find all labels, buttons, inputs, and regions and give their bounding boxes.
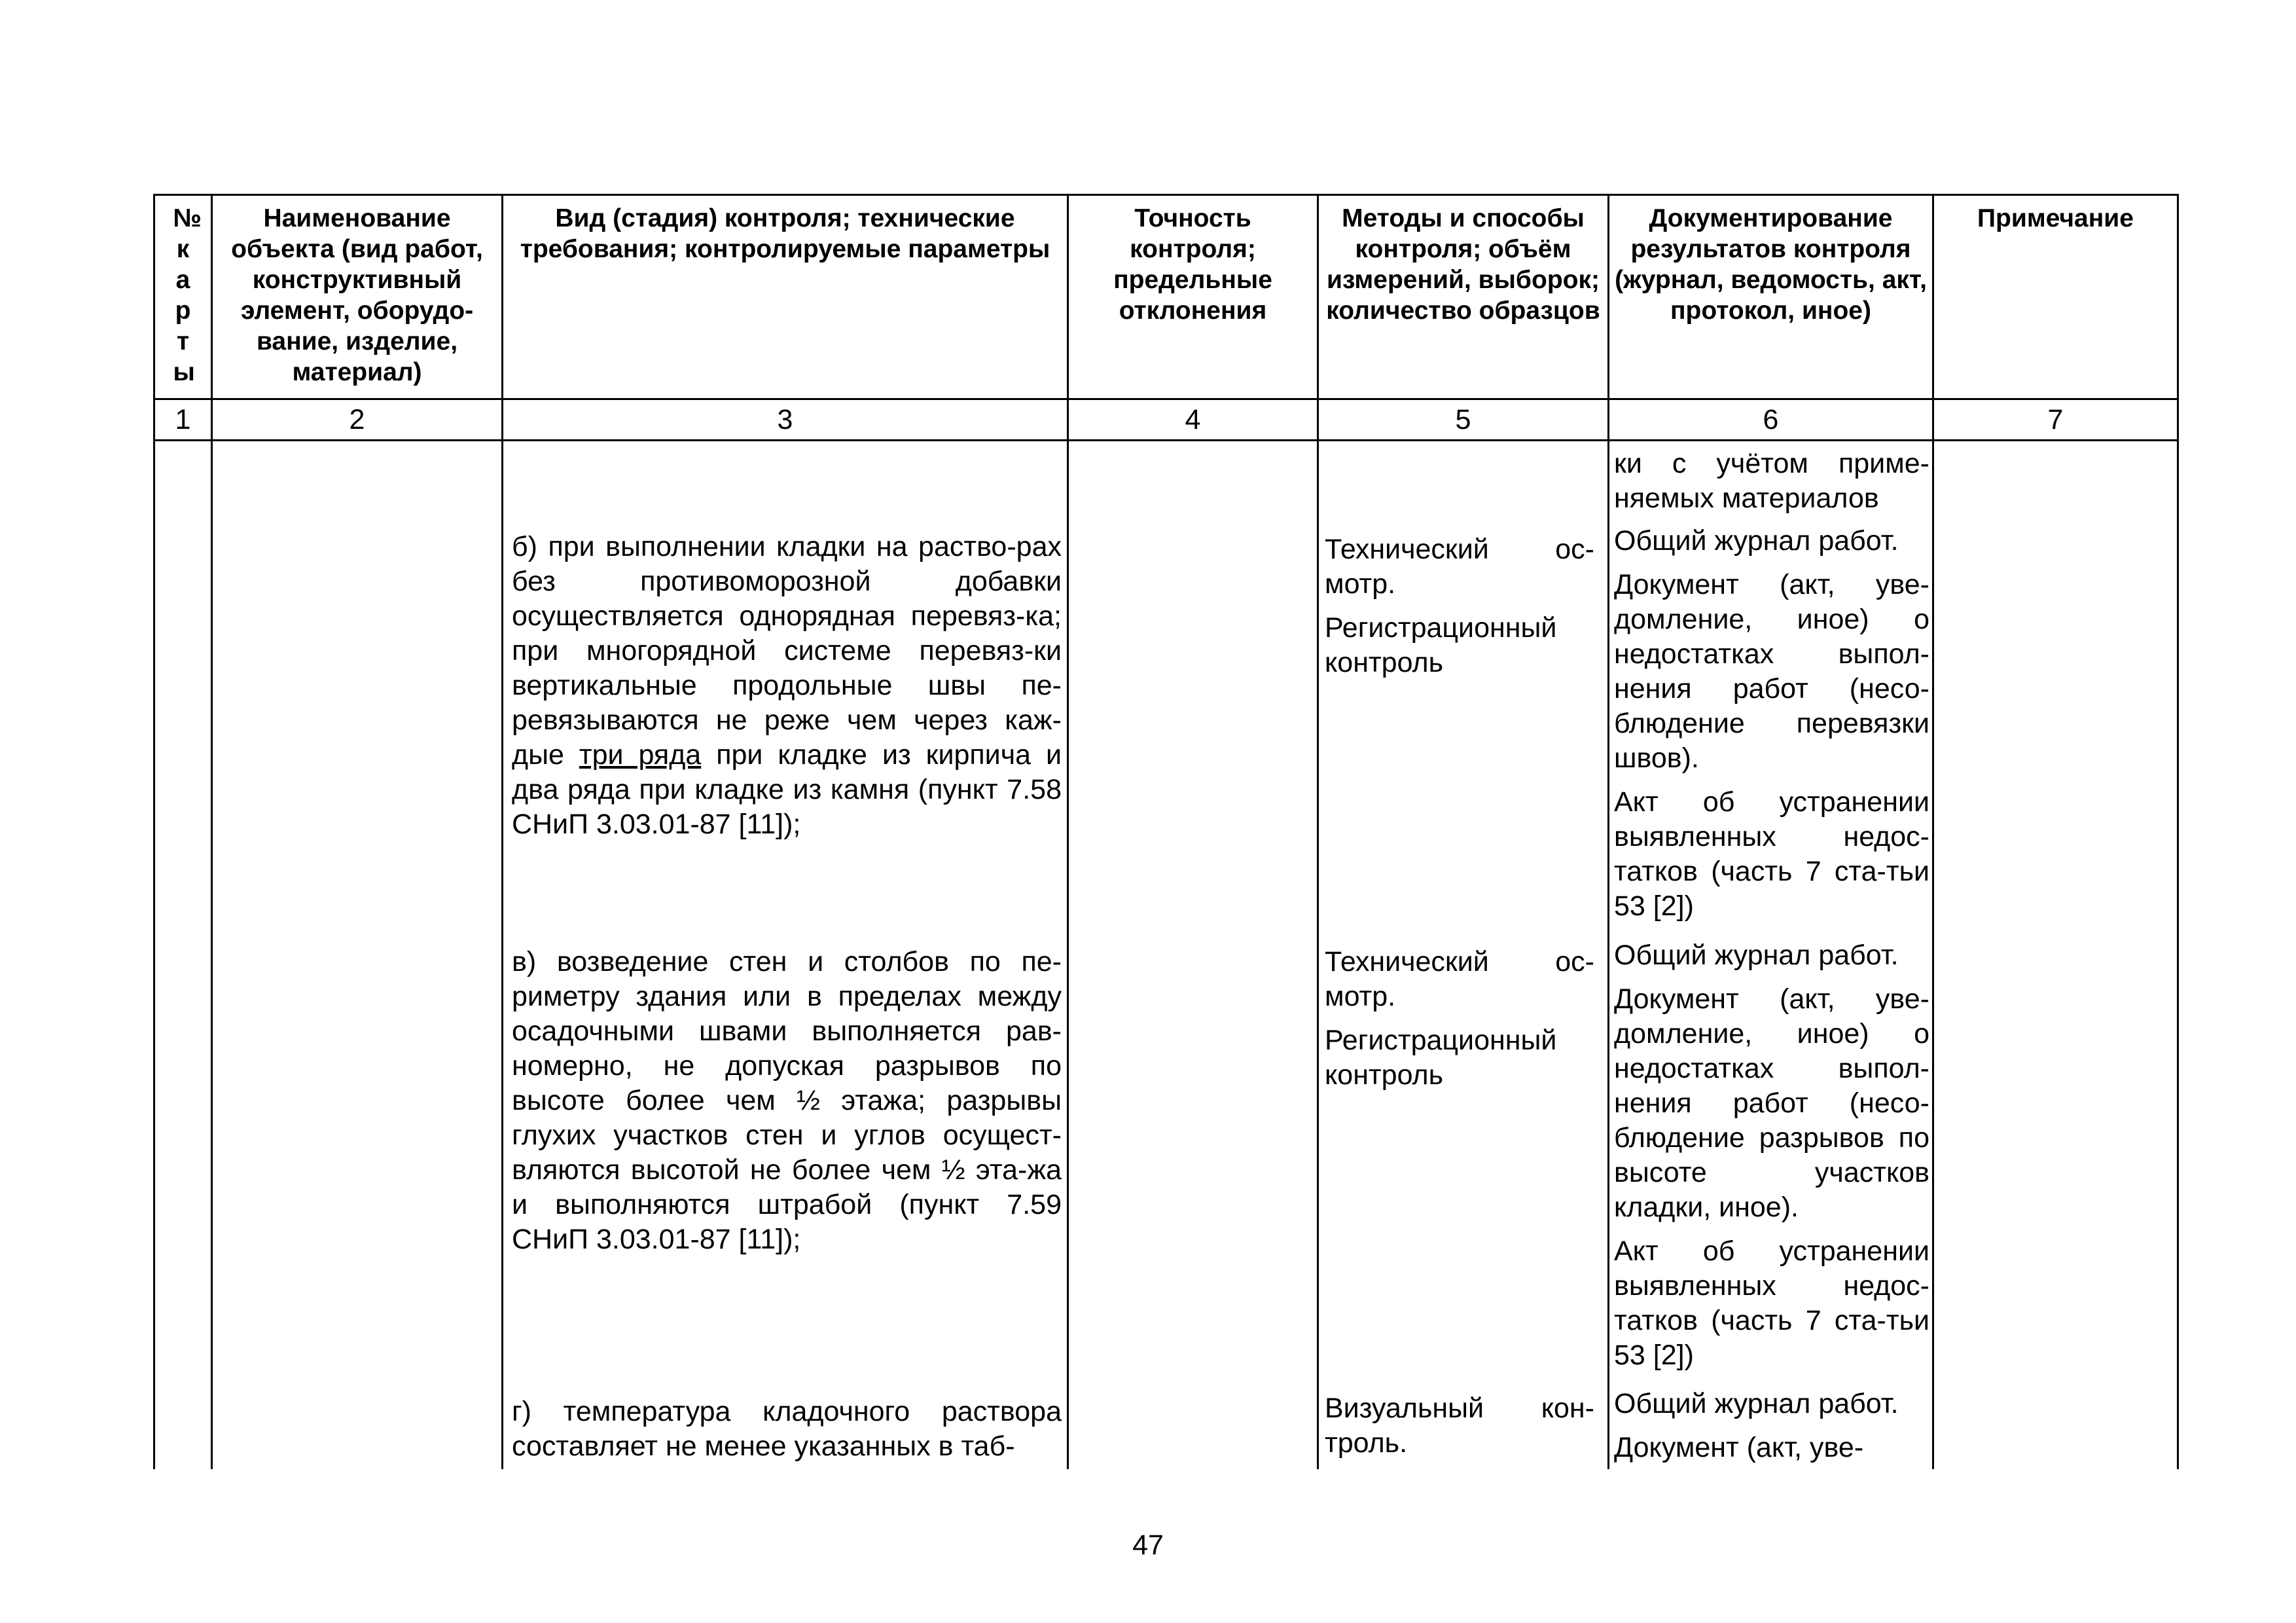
header-card-number: [154, 195, 212, 399]
object-name-cell: [212, 441, 503, 1470]
header-methods: Методы и способы контроля; объём измерений, выборок; количество образцов: [1318, 195, 1609, 399]
methods-g: [1325, 1391, 1594, 1461]
header-object-name: Наименование объекта (вид работ, конструктивный элемент, оборудо-вание, изделие, материал): [212, 195, 503, 399]
header-control-type: Вид (стадия) контроля; технические требования; контролируемые параметры: [503, 195, 1068, 399]
method-visual-control: Визуальный кон-троль.: [1325, 1393, 1594, 1459]
doc-general-log: Общий журнал работ.: [1614, 939, 1899, 971]
requirement-b-text: [512, 530, 1062, 842]
column-number: 5: [1318, 399, 1609, 441]
documentation-b: [1614, 524, 1929, 924]
method-technical-inspection: Технический ос-мотр.: [1325, 946, 1594, 1012]
doc-deficiency-document: Документ (акт, уве-: [1614, 1432, 1864, 1463]
method-technical-inspection: Технический ос-мотр.: [1325, 534, 1594, 600]
column-number: 4: [1068, 399, 1318, 441]
requirement-v-text: в) возведение стен и столбов по пе-риметру здания или в пределах между осадочными швами выполняется рав-номерно, не допуская разрывов по высоте более чем ½ этажа; разрывы глухих участков стен и углов осущест-вляются высотой не более чем ½ эта-жа и выполняются штрабой (пункт 7.59 СНиП 3.03.01-87 [11]);: [512, 946, 1062, 1255]
doc-deficiency-document: Документ (акт, уве-домление, иное) о недостатках выпол-нения работ (несо-блюдение перевязки швов).: [1614, 569, 1929, 774]
column-number: 7: [1933, 399, 2178, 441]
requirement-g-text: г) температура кладочного раствора составляет не менее указанных в таб-: [512, 1396, 1062, 1462]
doc-continuation: [1614, 447, 1929, 516]
column-number: 2: [212, 399, 503, 441]
card-number-cell: [154, 441, 212, 1470]
doc-general-log: Общий журнал работ.: [1614, 1388, 1899, 1419]
page-number: 47: [1132, 1529, 1164, 1561]
column-number: 3: [503, 399, 1068, 441]
documentation-g: [1614, 1387, 1929, 1465]
note-cell: [1933, 441, 2178, 1470]
header-card-number-text: № к а р т ы: [173, 204, 202, 386]
doc-continuation-text: ки с учётом приме-няемых материалов: [1614, 448, 1929, 514]
methods-b: [1325, 532, 1594, 680]
table-header-row: [154, 195, 2178, 399]
method-registration-control: Регистрационный контроль: [1325, 612, 1557, 678]
requirement-b-underlined: три ряда: [579, 739, 702, 771]
column-number: 1: [154, 399, 212, 441]
header-documentation: Документирование результатов контроля (журнал, ведомость, акт, протокол, иное): [1609, 195, 1933, 399]
header-note: Примечание: [1933, 195, 2178, 399]
methods-v: [1325, 945, 1594, 1093]
doc-elimination-act: Акт об устранении выявленных недос-татков (часть 7 ста-тьи 53 [2]): [1614, 1235, 1929, 1371]
doc-general-log: Общий журнал работ.: [1614, 525, 1899, 556]
requirement-v: [512, 945, 1062, 1257]
documentation-v: [1614, 938, 1929, 1373]
doc-deficiency-document: Документ (акт, уве-домление, иное) о недостатках выпол-нения работ (несо-блюдение разрывов по высоте участков кладки, иное).: [1614, 983, 1929, 1223]
doc-elimination-act: Акт об устранении выявленных недос-татков (часть 7 ста-тьи 53 [2]): [1614, 786, 1929, 922]
requirement-b-end: при кладке из кирпича и два ряда при кладке из камня (пункт 7.58 СНиП 3.03.01-87 [11]);: [512, 739, 1062, 840]
requirement-b: [512, 530, 1062, 842]
accuracy-cell: [1068, 441, 1318, 1470]
column-number-row: [154, 399, 2178, 441]
requirement-g: [512, 1395, 1062, 1464]
method-registration-control: Регистрационный контроль: [1325, 1025, 1557, 1091]
column-number: 6: [1609, 399, 1933, 441]
requirement-b-start: б) при выполнении кладки на раство-рах без противоморозной добавки осуществляется однорядная перевяз-ка; при многорядной системе перевяз-ки вертикальные продольные швы пе-ревязываются не реже чем через каж-дые: [512, 531, 1062, 771]
header-accuracy: Точность контроля; предельные отклонения: [1068, 195, 1318, 399]
